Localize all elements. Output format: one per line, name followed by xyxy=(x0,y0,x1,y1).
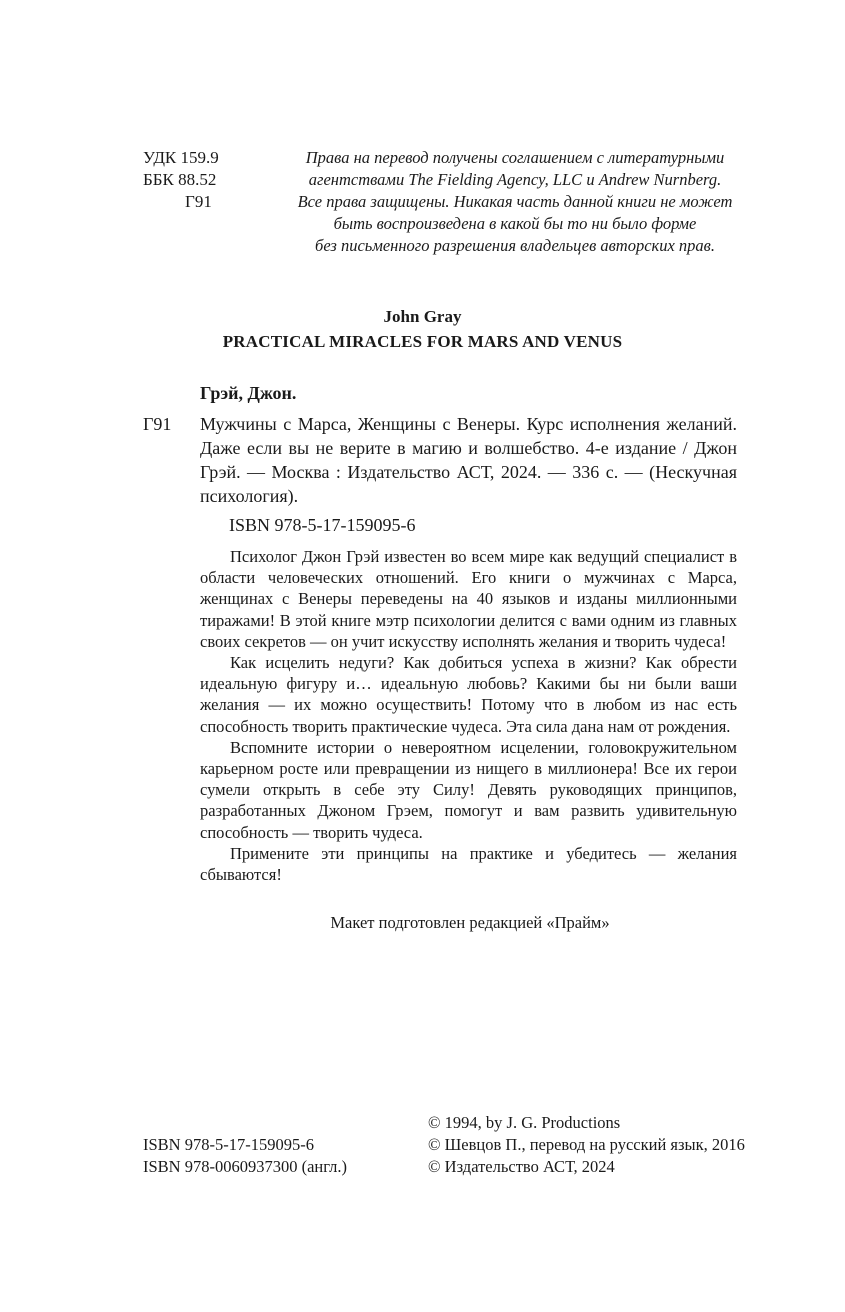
rights-line: агентствами The Fielding Agency, LLC и Andrew Nurnberg. xyxy=(308,170,722,189)
rights-line: Права на перевод получены соглашением с литературными xyxy=(305,148,725,167)
copyright-list xyxy=(428,1112,745,1178)
annotation-paragraph: Психолог Джон Грэй известен во всем мире как ведущий специалист в области человеческих отношений. Его книги о мужчинах с Марса, женщинах с Венеры переведены на 40 языков и изданы миллионными тиражами! В этой книге мэтр психологии делится с вами одним из главных своих секретов — он учит искусству исполнять желания и творить чудеса! xyxy=(200,547,737,651)
author-heading: Грэй, Джон. xyxy=(200,383,297,403)
maket-note: Макет подготовлен редакцией «Прайм» xyxy=(330,913,610,932)
copyright-line: © Шевцов П., перевод на русский язык, 2016 xyxy=(428,1135,745,1154)
biblio-description: Мужчины с Марса, Женщины с Венеры. Курс исполнения желаний. Даже если вы не верите в магию и волшебство. 4-е издание / Джон Грэй. — Москва : Издательство АСТ, 2024. — 336 с. — (Нескучная психология). xyxy=(200,414,737,506)
bbk-code: ББК 88.52 xyxy=(143,170,217,189)
annotation-paragraph: Примените эти принципы на практике и убедитесь — желания сбываются! xyxy=(200,843,737,885)
biblio-code: Г91 xyxy=(143,414,172,434)
classification-codes xyxy=(143,147,219,213)
isbn-line: ISBN 978-5-17-159095-6 xyxy=(143,1135,314,1154)
annotation-paragraph: Как исцелить недуги? Как добиться успеха в жизни? Как обрести идеальную фигуру и… идеальную любовь? Какими бы ни были ваши желания — их можно осуществить! Потому что в любом из нас есть способность творить практические чудеса. Эта сила дана нам от рождения. xyxy=(200,653,737,736)
original-author: John Gray xyxy=(383,307,462,326)
isbn-list xyxy=(143,1134,347,1178)
annotation-paragraph: Вспомните истории о невероятном исцелении, головокружительном карьерном росте или превращении из нищего в миллионера! Все их герои сумели открыть в себе эту Силу! Девять руководящих принципов, разработанных Джоном Грэем, помогут и вам развить удивительную способность — творить чудеса. xyxy=(200,737,737,842)
rights-notice xyxy=(280,147,750,257)
udk-code: УДК 159.9 xyxy=(143,148,219,167)
copyright-line: © Издательство АСТ, 2024 xyxy=(428,1157,615,1176)
rights-line: Все права защищены. Никакая часть данной книги не может xyxy=(297,192,733,211)
biblio-isbn: ISBN 978-5-17-159095-6 xyxy=(229,515,416,535)
rights-line: без письменного разрешения владельцев авторских прав. xyxy=(315,236,715,255)
isbn-line: ISBN 978-0060937300 (англ.) xyxy=(143,1157,348,1176)
copyright-line: © 1994, by J. G. Productions xyxy=(428,1113,621,1132)
rights-line: быть воспроизведена в какой бы то ни было форме xyxy=(333,214,697,233)
original-title: PRACTICAL MIRACLES FOR MARS AND VENUS xyxy=(222,332,623,351)
author-mark: Г91 xyxy=(185,192,212,211)
annotation xyxy=(200,546,737,885)
